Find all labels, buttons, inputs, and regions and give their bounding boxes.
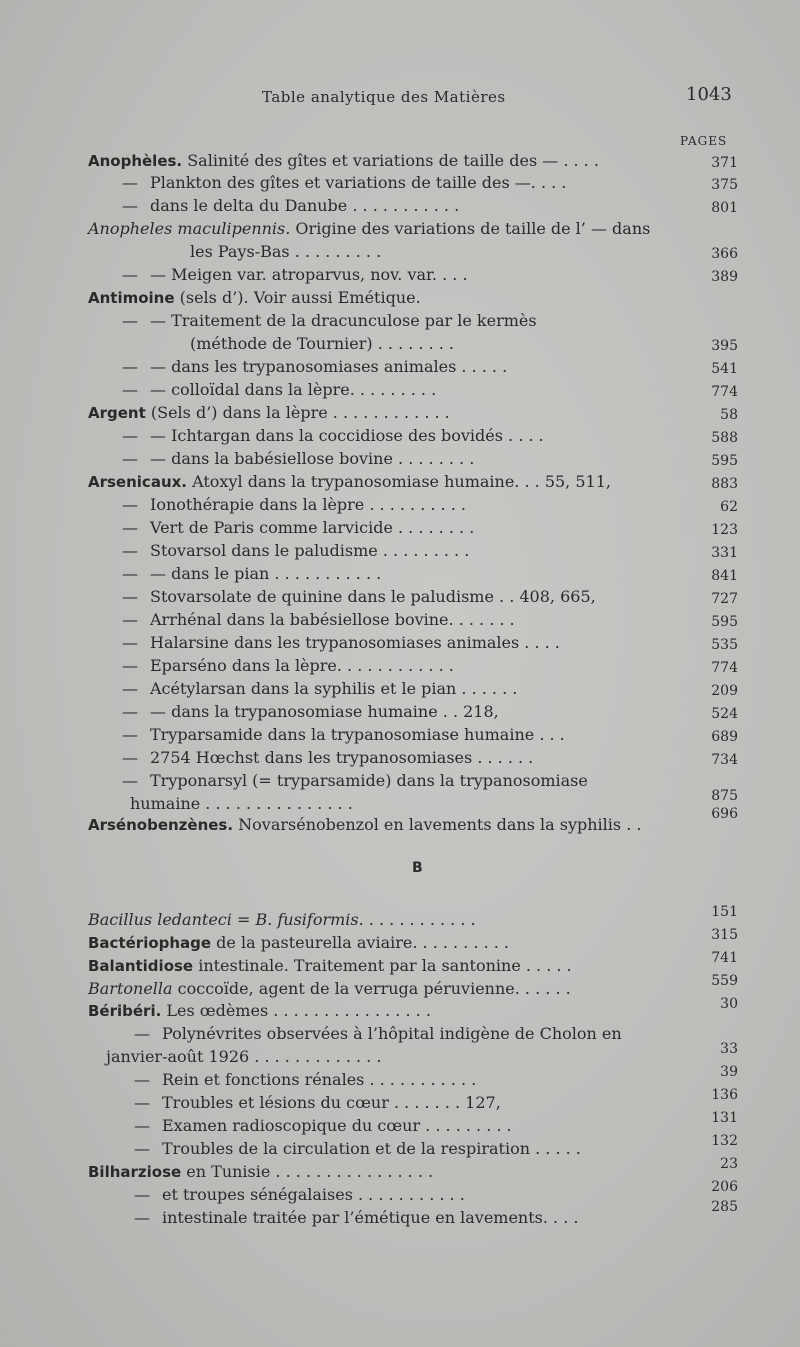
index-entry-text: les Pays-Bas . . . . . . . . . — [190, 242, 382, 261]
page-reference: 875 — [711, 788, 738, 804]
page-reference: 123 — [711, 522, 738, 538]
index-line — [88, 288, 421, 308]
index-line — [90, 633, 560, 653]
index-entry-text: Rein et fonctions rénales . . . . . . . . . . . — [162, 1070, 477, 1089]
index-entry-text: — Ichtargan dans la coccidiose des bovidés . . . . — [150, 426, 544, 445]
ditto-dash: — — [134, 1024, 150, 1043]
page-reference: 541 — [711, 361, 738, 377]
index-line — [90, 564, 381, 584]
index-entry-text: 2754 Hœchst dans les trypanosomiases . . . . . . — [150, 748, 534, 767]
index-entry-text: et troupes sénégalaises . . . . . . . . . . . — [162, 1185, 465, 1204]
index-entry-text: janvier-août 1926 . . . . . . . . . . . . . — [106, 1047, 382, 1066]
index-entry-text: — Traitement de la dracunculose par le kermès — [150, 311, 537, 330]
page-reference: 206 — [711, 1179, 738, 1195]
index-line — [130, 794, 353, 814]
page-reference: 23 — [720, 1156, 738, 1172]
page-reference: 62 — [720, 499, 738, 515]
index-entry-text: Les œdèmes . . . . . . . . . . . . . . . . — [161, 1001, 431, 1020]
index-line — [88, 910, 476, 930]
index-line — [90, 426, 544, 446]
index-entry-text: — dans le pian . . . . . . . . . . . — [150, 564, 382, 583]
page-reference: 389 — [711, 269, 738, 285]
index-line — [88, 815, 641, 835]
index-entry-text: — colloïdal dans la lèpre. . . . . . . . . — [150, 380, 437, 399]
page-reference: 39 — [720, 1064, 738, 1080]
page-reference: 595 — [711, 614, 738, 630]
index-entry-text: . . . . . . . . . . . — [363, 910, 476, 929]
index-entry-text: Salinité des gîtes et variations de taille des — . . . . — [182, 151, 599, 170]
index-entry-text: Polynévrites observées à l’hôpital indigène de Cholon en — [162, 1024, 622, 1043]
ditto-dash: — — [122, 426, 138, 445]
ditto-dash: — — [122, 265, 138, 284]
index-line — [88, 472, 611, 492]
index-line — [102, 1208, 578, 1228]
index-line — [90, 541, 469, 561]
ditto-dash: — — [134, 1070, 150, 1089]
ditto-dash: — — [122, 541, 138, 560]
index-headword: Antimoine — [88, 289, 175, 307]
index-entry-text: Origine des variations de taille de l’ — dans — [290, 219, 651, 238]
index-headword: Balantidiose — [88, 957, 194, 975]
index-line — [90, 587, 596, 607]
index-entry-text: dans le delta du Danube . . . . . . . . . . . — [150, 196, 460, 215]
ditto-dash: — — [122, 518, 138, 537]
index-line — [88, 933, 509, 953]
ditto-dash: — — [122, 633, 138, 652]
index-entry-text: — Meigen var. atroparvus, nov. var. . . . — [150, 265, 468, 284]
index-entry-text: Acétylarsan dans la syphilis et le pian . . . . . . — [150, 679, 518, 698]
page-reference: 734 — [711, 752, 738, 768]
index-entry-text: Novarsénobenzol en lavements dans la syphilis . . — [233, 815, 642, 834]
index-entry-text: (méthode de Tournier) . . . . . . . . — [190, 334, 455, 353]
pages-column-label: PAGES — [680, 134, 728, 148]
index-line — [88, 956, 572, 976]
index-entry-text: — dans les trypanosomiases animales . . . . . — [150, 357, 508, 376]
index-line — [102, 1070, 476, 1090]
ditto-dash: — — [122, 771, 138, 790]
index-entry-text: Halarsine dans les trypanosomiases animales . . . . — [150, 633, 560, 652]
ditto-dash: — — [134, 1185, 150, 1204]
index-headword: Bactériophage — [88, 934, 212, 952]
page-reference: 136 — [711, 1087, 738, 1103]
index-headword: Bilharziose — [88, 1163, 182, 1181]
ditto-dash: — — [122, 173, 138, 192]
index-entry-text: (sels d’). Voir aussi Emétique. — [174, 288, 421, 307]
page-reference: 131 — [711, 1110, 738, 1126]
running-header: Table analytique des Matières — [262, 88, 506, 106]
index-line — [90, 495, 466, 515]
page-reference: 595 — [711, 453, 738, 469]
index-entry-text: Vert de Paris comme larvicide . . . . . . . . — [150, 518, 475, 537]
ditto-dash: — — [122, 495, 138, 514]
page-reference: 315 — [711, 927, 738, 943]
index-entry-text: Troubles et lésions du cœur . . . . . . . 127, — [162, 1093, 501, 1112]
ditto-dash: — — [134, 1116, 150, 1135]
ditto-dash: — — [122, 357, 138, 376]
page-reference: 209 — [711, 683, 738, 699]
page-reference: 30 — [720, 996, 738, 1012]
page-reference: 132 — [711, 1133, 738, 1149]
index-line — [90, 679, 517, 699]
ditto-dash: — — [122, 748, 138, 767]
ditto-dash: — — [122, 656, 138, 675]
index-line — [90, 311, 537, 331]
index-entry-text: Atoxyl dans la trypanosomiase humaine. . . 55, 511, — [187, 472, 611, 491]
index-line — [88, 1001, 431, 1021]
page-reference: 883 — [711, 476, 738, 492]
index-line — [190, 242, 381, 262]
index-entry-text: Eparséno dans la lèpre. . . . . . . . . . . . — [150, 656, 454, 675]
index-line — [90, 173, 566, 193]
index-line — [90, 610, 515, 630]
index-line — [106, 1047, 381, 1067]
index-entry-text: Stovarsol dans le paludisme . . . . . . . . . — [150, 541, 470, 560]
page-reference: 689 — [711, 729, 738, 745]
index-headword: Anophèles. — [88, 152, 183, 170]
page-reference: 588 — [711, 430, 738, 446]
index-entry-text: Arrhénal dans la babésiellose bovine. . . . . . . — [150, 610, 515, 629]
index-line — [88, 219, 650, 239]
index-line — [102, 1116, 512, 1136]
index-line — [90, 656, 454, 676]
page-reference: 524 — [711, 706, 738, 722]
index-headword: Arsénobenzènes. — [88, 816, 234, 834]
index-entry-text: Ionothérapie dans la lèpre . . . . . . . . . . — [150, 495, 466, 514]
ditto-dash: — — [134, 1208, 150, 1227]
index-line — [88, 1162, 433, 1182]
index-headword: Béribéri. — [88, 1002, 162, 1020]
index-line — [88, 151, 599, 171]
ditto-dash: — — [122, 587, 138, 606]
index-entry-text: Troubles de la circulation et de la respiration . . . . . — [162, 1139, 581, 1158]
ditto-dash: — — [122, 449, 138, 468]
index-headword: Arsenicaux. — [88, 473, 187, 491]
page-reference: 371 — [711, 155, 738, 171]
ditto-dash: — — [122, 725, 138, 744]
index-line — [190, 334, 454, 354]
page-reference: 696 — [711, 806, 738, 822]
index-entry-text: Plankton des gîtes et variations de taille des —. . . . — [150, 173, 567, 192]
index-line — [90, 771, 588, 791]
page-reference: 727 — [711, 591, 738, 607]
ditto-dash: — — [122, 196, 138, 215]
page-reference: 774 — [711, 660, 738, 676]
ditto-dash: — — [122, 610, 138, 629]
index-entry-text: Tryparsamide dans la trypanosomiase humaine . . . — [150, 725, 565, 744]
index-line — [88, 403, 450, 423]
ditto-dash: — — [122, 679, 138, 698]
page-reference: 58 — [720, 407, 738, 423]
page-reference: 331 — [711, 545, 738, 561]
index-entry-text: — dans la trypanosomiase humaine . . 218, — [150, 702, 499, 721]
index-entry-text: Examen radioscopique du cœur . . . . . . . . . — [162, 1116, 512, 1135]
index-line — [90, 748, 533, 768]
index-entry-text: coccoïde, agent de la verruga péruvienne. . . . . . — [172, 979, 571, 998]
ditto-dash: — — [122, 564, 138, 583]
page-reference: 395 — [711, 338, 738, 354]
index-line — [90, 196, 459, 216]
index-headword: Anopheles maculipennis. — [88, 219, 291, 238]
index-headword: Bartonella — [88, 979, 173, 998]
index-entry-text: intestinale traitée par l’émétique en lavements. . . . — [162, 1208, 579, 1227]
index-line — [90, 357, 507, 377]
index-line — [102, 1139, 581, 1159]
page-reference: 535 — [711, 637, 738, 653]
index-entry-text: intestinale. Traitement par la santonine . . . . . — [193, 956, 572, 975]
ditto-dash: — — [122, 702, 138, 721]
page-reference: 801 — [711, 200, 738, 216]
index-entry-text: en Tunisie . . . . . . . . . . . . . . . . — [181, 1162, 434, 1181]
index-entry-text: (Sels d’) dans la lèpre . . . . . . . . . . . . — [145, 403, 450, 422]
index-line — [102, 1093, 501, 1113]
index-line — [102, 1024, 622, 1044]
section-letter: B — [412, 860, 423, 876]
index-line — [90, 702, 499, 722]
ditto-dash: — — [122, 380, 138, 399]
page-reference: 151 — [711, 904, 738, 920]
page-reference: 559 — [711, 973, 738, 989]
index-entry-text: humaine . . . . . . . . . . . . . . . — [130, 794, 353, 813]
index-line — [102, 1185, 465, 1205]
page-reference: 366 — [711, 246, 738, 262]
page-reference: 841 — [711, 568, 738, 584]
index-entry-text: de la pasteurella aviaire. . . . . . . . . . — [211, 933, 509, 952]
index-entry-text: — dans la babésiellose bovine . . . . . . . . — [150, 449, 475, 468]
index-entry-text: Tryponarsyl (= tryparsamide) dans la trypanosomiase — [150, 771, 588, 790]
index-line — [90, 518, 474, 538]
page-reference: 741 — [711, 950, 738, 966]
ditto-dash: — — [134, 1139, 150, 1158]
ditto-dash: — — [122, 311, 138, 330]
index-line — [90, 380, 436, 400]
page-reference: 285 — [711, 1199, 738, 1215]
index-line — [90, 265, 468, 285]
ditto-dash: — — [134, 1093, 150, 1112]
page-reference: 33 — [720, 1041, 738, 1057]
index-entry-text: Stovarsolate de quinine dans le paludisme . . 408, 665, — [150, 587, 596, 606]
page-reference: 774 — [711, 384, 738, 400]
index-line — [88, 979, 571, 999]
index-line — [90, 725, 565, 745]
index-headword: Argent — [88, 404, 146, 422]
index-line — [90, 449, 474, 469]
page-reference: 375 — [711, 177, 738, 193]
page-number: 1043 — [686, 84, 732, 105]
index-headword: Bacillus ledanteci = B. fusiformis. — [88, 910, 364, 929]
